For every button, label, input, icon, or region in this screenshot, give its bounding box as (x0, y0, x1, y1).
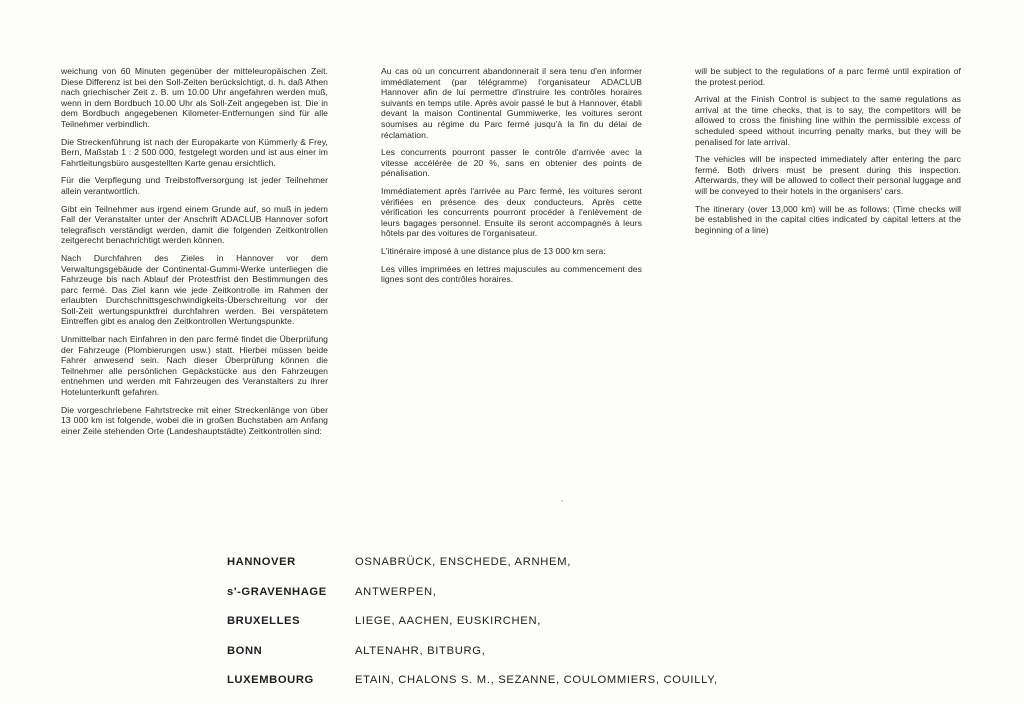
paragraph: Nach Durchfahren des Zieles in Hannover vor dem Verwaltungsgebäude der Continental-Gummi-Werke unterliegen die Fahrzeuge bis nach Ablauf der Protestfrist den Bestimmungen des parc fermé. Das Ziel kann wie jede Zeitkontrolle im Rahmen der erlaubten Durchschnittsgeschwindigkeits-Überschreitung vor der Soll-Zeit wertungspunktfrei durchfahren werden. Bei verspätetem Eintreffen gibt es analog den Zeitkontrollen Wertungspunkte. (61, 252, 328, 327)
paragraph: Les concurrents pourront passer le contrôle d'arrivée avec la vitesse accélérée de 20 %, sans en obtenier des points de pénalisation. (381, 147, 642, 179)
english-text-column (695, 66, 961, 242)
paper-speck (561, 500, 563, 502)
paragraph: Gibt ein Teilnehmer aus irgend einem Grunde auf, so muß in jedem Fall der Veranstalter unter der Anschrift ADACLUB Hannover sofort telegrafisch verständigt werden, damit die folgenden Zeitkontrollen zeitgerecht benachrichtigt werden können. (61, 203, 328, 246)
paragraph: will be subject to the regulations of a parc fermé until expiration of the protest period. (695, 66, 961, 87)
paragraph: L'itinéraire imposé à une distance plus de 13 000 km sera: (381, 245, 606, 256)
paragraph: Die Streckenführung ist nach der Europakarte von Kümmerly & Frey, Bern, Maßstab 1 : 2 500 000, festgelegt worden und ist aus einer im Fahrtleitungsbüro ausgestellten Karte genau ersichtlich. (61, 136, 328, 168)
paragraph: Les villes imprimées en lettres majuscules au commencement des lignes sont des contrôles horaires. (381, 263, 642, 285)
route-towns: LIEGE, AACHEN, EUSKIRCHEN, (355, 615, 542, 627)
paragraph: Unmittelbar nach Einfahren in den parc fermé findet die Überprüfung der Fahrzeuge (Plombierungen usw.) statt. Hierbei müssen beide Fahrer anwesend sein. Nach dieser Überprüfung können die Teilnehmer alle persönlichen Gepäckstücke aus den Fahrzeugen entnehmen und werden mit Fahrzeugen des Veranstalters zu ihrer Hotelunterkunft gefahren. (61, 334, 328, 398)
route-towns: ALTENAHR, BITBURG, (355, 644, 486, 657)
itinerary-row (227, 586, 987, 616)
itinerary-row (227, 615, 987, 645)
time-check-capital: BRUXELLES (227, 615, 301, 627)
paragraph: Au cas où un concurrent abandonnerait il sera tenu d'en informer immédiatement (par télégramme) l'organisateur ADACLUB Hannover afin de lui permettre d'instruire les contrôles horaires suivants en temps utile. Après avoir passé le but à Hannover, établi devant la maison Continental Gummiwerke, les voitures seront soumises au régime du Parc fermé jusqu'à la fin du délai de réclamation. (381, 66, 642, 140)
time-check-capital: BONN (227, 644, 263, 657)
german-text-column (61, 66, 328, 443)
french-text-column (381, 66, 642, 292)
route-towns: ETAIN, CHALONS S. M., SEZANNE, COULOMMIERS, COUILLY, (355, 674, 718, 686)
paragraph: Die vorgeschriebene Fahrtstrecke mit einer Streckenlänge von über 13 000 km ist folgende, wobei die in großen Buchstaben am Anfang einer Zeile stehenden Orte (Landeshauptstädte) Zeitkontrollen sind: (61, 404, 328, 436)
time-check-capital: s'-GRAVENHAGE (227, 585, 327, 598)
itinerary-row (227, 645, 987, 675)
itinerary-row (227, 674, 987, 704)
itinerary-list (227, 556, 987, 704)
paragraph: Immédiatement après l'arrivée au Parc fermé, les voitures seront vérifiées en présence des deux conducteurs. Après cette vérification les concurrents pourront procéder à l'enlèvement de leurs bagages personnel. Ensuite ils seront accompagnés à leurs hôtels par des voitures de l'organisateur. (381, 185, 642, 239)
paragraph: The itinerary (over 13,000 km) will be as follows: (Time checks will be established in the capital cities indicated by capital letters at the beginning of a line) (695, 203, 961, 235)
time-check-capital: HANNOVER (227, 556, 296, 568)
route-towns: OSNABRÜCK, ENSCHEDE, ARNHEM, (355, 556, 572, 568)
itinerary-row (227, 556, 987, 586)
route-towns: ANTWERPEN, (355, 585, 437, 598)
paragraph: weichung von 60 Minuten gegenüber der mitteleuropäischen Zeit. Diese Differenz ist bei den Soll-Zeiten berücksichtigt, d. h. daß Athen nach griechischer Zeit z. B. um 10.00 Uhr angefahren werden muß, wenn in dem Bordbuch 10.00 Uhr als Soll-Zeit angegeben ist. Die in dem Bordbuch angegebenen Kilometer-Entfernungen sind für alle Teilnehmer verbindlich. (61, 66, 328, 129)
paragraph: Für die Verpflegung und Treibstoffversorgung ist jeder Teilnehmer allein verantwortlich. (61, 175, 328, 196)
time-check-capital: LUXEMBOURG (227, 674, 314, 686)
paragraph: The vehicles will be inspected immediately after entering the parc fermé. Both drivers must be present during this inspection. Afterwards, they will be allowed to collect their personal luggage and will be conveyed to their hotels in the organisers' cars. (695, 154, 961, 196)
paragraph: Arrival at the Finish Control is subject to the same regulations as arrival at the time checks, that is to say, the competitors will be allowed to cross the finishing line within the permissible excess of scheduled speed without incurring penalty marks, but they will be penalised for late arrival. (695, 94, 961, 147)
